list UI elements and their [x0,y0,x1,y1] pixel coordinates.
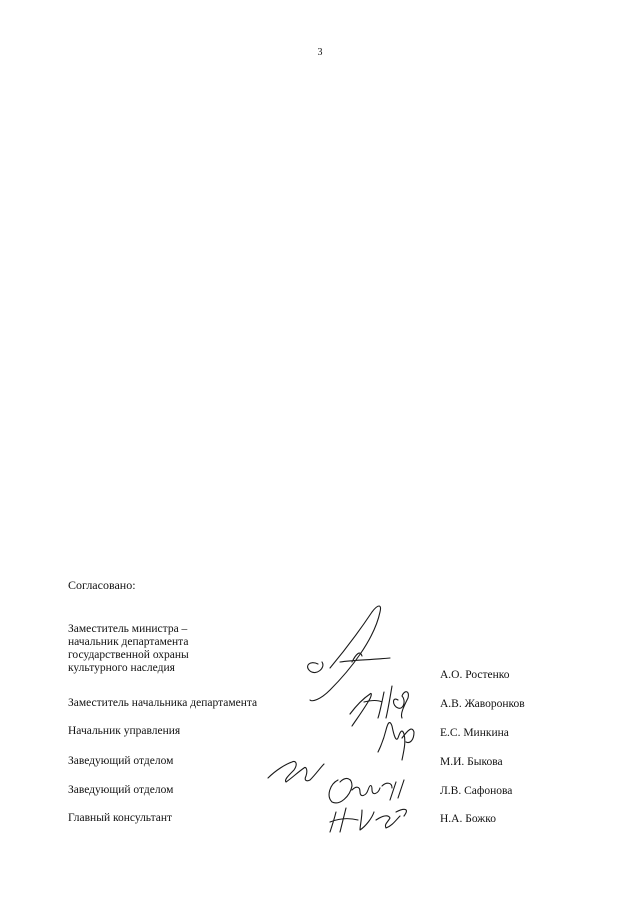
approval-position-1 [68,623,189,675]
signature-2 [350,686,408,726]
agreed-heading: Согласовано: [68,578,136,592]
approval-position-1-line-2: начальник департамента [68,636,189,648]
signature-4 [268,761,324,782]
approval-name-4: М.И. Быкова [440,756,503,768]
approval-position-2-line-1: Заместитель начальника департамента [68,697,258,709]
approval-position-5 [68,784,173,797]
approval-name-2: А.В. Жаворонков [440,698,525,710]
approval-name-5: Л.В. Сафонова [440,785,513,797]
approval-position-1-line-4: культурного наследия [68,662,175,674]
approval-name-3: Е.С. Минкина [440,727,509,739]
approval-position-6 [68,812,172,825]
approval-name-1: А.О. Ростенко [440,669,510,681]
approval-position-4 [68,755,173,768]
approval-name-6: Н.А. Божко [440,813,497,825]
approval-position-3 [68,725,180,738]
approval-position-6-line-1: Главный консультант [68,812,173,824]
page-number: 3 [317,47,323,58]
signature-5 [329,779,404,803]
approval-position-1-line-1: Заместитель министра – [68,623,188,635]
signature-3 [378,723,414,760]
approval-position-2 [68,697,257,710]
approval-position-4-line-1: Заведующий отделом [68,755,174,767]
signature-6 [330,808,406,832]
approval-position-1-line-3: государственной охраны [68,649,189,661]
approval-position-5-line-1: Заведующий отделом [68,784,174,796]
approval-position-3-line-1: Начальник управления [68,725,181,737]
signature-1 [308,606,390,701]
